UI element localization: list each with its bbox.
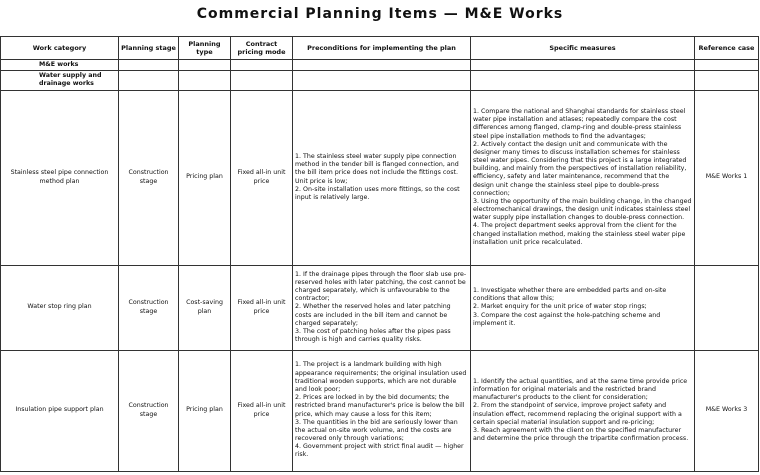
cell-type: Cost-saving plan: [179, 265, 231, 350]
cell-measures: [471, 265, 695, 350]
header-stage: Planning stage: [119, 37, 179, 60]
measure-item: 3. Reach agreement with the client on the specified manufacturer and determine the price through the tripartite confirmation process.: [473, 426, 689, 443]
group-row: [1, 60, 759, 71]
header-case: Reference case: [695, 37, 759, 60]
cell-pricing: Fixed all-in unit price: [231, 90, 293, 265]
measure-item: 3. Compare the cost against the hole-patching scheme and implement it.: [473, 311, 661, 327]
table-row: [1, 265, 759, 350]
condition-item: 2. Prices are locked in by the bid documents; the restricted brand manufacturer's price is below the bill price, which may cause a loss for this item;: [295, 394, 465, 418]
cell-stage: Construction stage: [119, 350, 179, 471]
header-row: [1, 37, 759, 60]
measure-item: 4. The project department seeks approval from the client for the changed installation method, making the stainless steel water pipe installation unit price recalculated.: [473, 222, 686, 246]
cell-measures: [471, 350, 695, 471]
cell-conditions: [293, 90, 471, 265]
header-category: Work category: [1, 37, 119, 60]
header-measures: Specific measures: [471, 37, 695, 60]
condition-item: 3. The quantities in the bid are seriously lower than the actual on-site work volume, and the costs are recovered only through variations;: [295, 418, 458, 443]
cell-case: [695, 265, 759, 350]
cell-pricing: Fixed all-in unit price: [231, 265, 293, 350]
condition-item: 4. Government project with strict final audit — higher risk.: [295, 443, 464, 459]
group-label: M&E works: [1, 60, 119, 71]
cell-stage: Construction stage: [119, 265, 179, 350]
cell-type: Pricing plan: [179, 350, 231, 471]
cell-case: M&E Works 3: [695, 350, 759, 471]
measure-item: 2. Actively contact the design unit and communicate with the designer many times to discuss installation schemes for stainless steel water pipes. Considering that this project is a large integrated building, and mainly from the perspectives of installation reliability, efficiency, safety and later maintenance, recommend that the design unit change the stainless steel pipe to double-press connection;: [473, 140, 687, 197]
cell-conditions: [293, 265, 471, 350]
cell-category: Water stop ring plan: [1, 265, 119, 350]
condition-item: 1. The stainless steel water supply pipe connection method in the tender bill is flanged connection, and the bill item price does not include the fittings cost. Unit price is low;: [295, 153, 459, 185]
cell-measures: [471, 90, 695, 265]
condition-item: 2. On-site installation uses more fittings, so the cost input is relatively large.: [295, 185, 460, 201]
header-conditions: Preconditions for implementing the plan: [293, 37, 471, 60]
group-label: Water supply and drainage works: [1, 71, 119, 90]
cell-category: Stainless steel pipe connection method plan: [1, 90, 119, 265]
cell-case: M&E Works 1: [695, 90, 759, 265]
condition-item: 1. The project is a landmark building with high appearance requirements; the original insulation used traditional wooden supports, which are not durable and look poor;: [295, 361, 467, 393]
page-title: Commercial Planning Items — M&E Works: [196, 6, 564, 22]
measure-item: 1. Identify the actual quantities, and at the same time provide price information for original materials and the restricted brand manufacturer's products to the client for consideration;: [473, 377, 688, 402]
table-row: [1, 350, 759, 471]
condition-item: 3. The cost of patching holes after the pipes pass through is high and carries quality risks.: [295, 327, 451, 344]
header-pricing: Contract pricing mode: [231, 37, 293, 60]
header-type: Planning type: [179, 37, 231, 60]
measure-item: 2. From the standpoint of service, improve project safety and insulation effect, recommend replacing the original support with a certain special material insulation support and re-pricing;: [473, 402, 682, 426]
cell-category: Insulation pipe support plan: [1, 350, 119, 471]
cell-conditions: [293, 350, 471, 471]
condition-item: 2. Whether the reserved holes and later patching costs are included in the bill item and cannot be charged separately;: [295, 303, 451, 327]
table-row: [1, 90, 759, 265]
cell-pricing: Fixed all-in unit price: [231, 350, 293, 471]
measure-item: 3. Using the opportunity of the main building change, in the changed electromechanical drawings, the design unit indicates stainless steel water supply pipe installation changes to double-press connection.: [473, 197, 692, 222]
condition-item: 1. If the drainage pipes through the floor slab use pre-reserved holes with later patching, the cost cannot be charged separately, which is unfavourable to the contractor;: [295, 270, 467, 303]
planning-table: [0, 36, 759, 472]
cell-type: Pricing plan: [179, 90, 231, 265]
measure-item: 2. Market enquiry for the unit price of water stop rings;: [473, 303, 647, 311]
measure-item: 1. Investigate whether there are embedded parts and on-site conditions that allow this;: [473, 287, 667, 303]
cell-stage: Construction stage: [119, 90, 179, 265]
measure-item: 1. Compare the national and Shanghai standards for stainless steel water pipe installation and atlases; repeatedly compare the cost differences among flanged, clamp-ring and double-press stainless steel pipe installation methods to find the advantages;: [473, 108, 686, 140]
group-row: [1, 71, 759, 90]
